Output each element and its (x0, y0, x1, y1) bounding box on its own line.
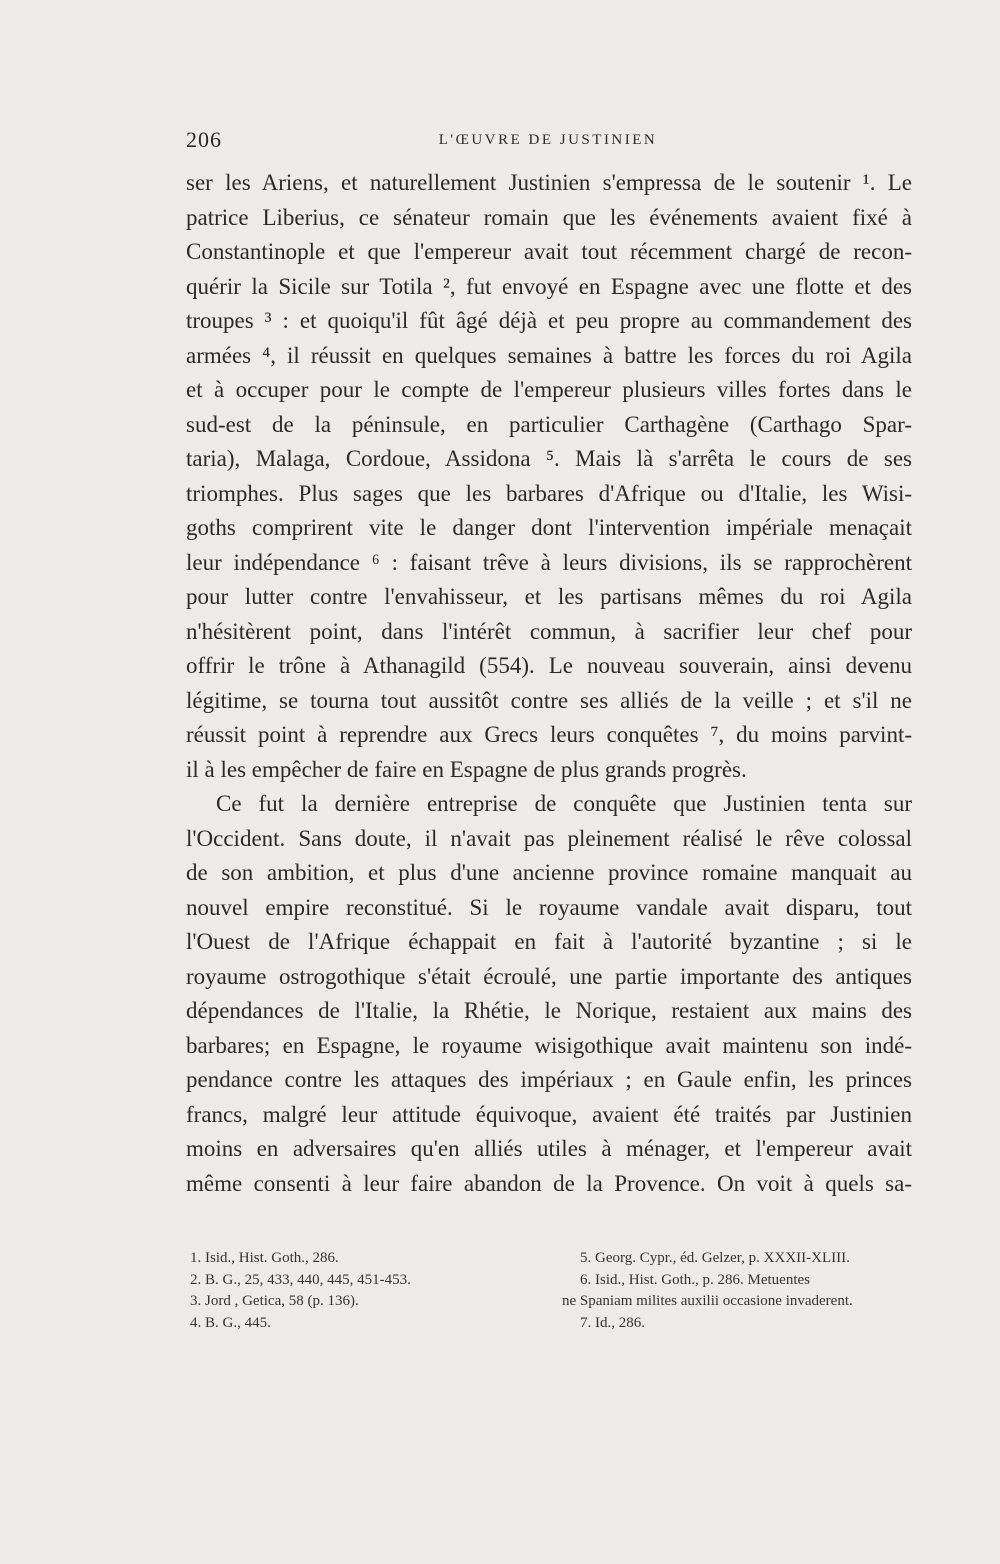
footnote: 7. Id., 286. (580, 1314, 645, 1331)
text-line: quérir la Sicile sur Totila ², fut envoyé en Espagne avec une flotte et des (186, 273, 912, 299)
text-line: armées ⁴, il réussit en quelques semaines à battre les forces du roi Agila (186, 342, 912, 368)
footnote: 6. Isid., Hist. Goth., p. 286. Metuentes (580, 1271, 810, 1288)
text-line: sud-est de la péninsule, en particulier Carthagène (Carthago Spar- (186, 411, 912, 437)
footnote: 4. B. G., 445. (190, 1314, 271, 1331)
text-line: pendance contre les attaques des impériaux ; en Gaule enfin, les princes (186, 1067, 912, 1092)
footnote: 3. Jord , Getica, 58 (p. 136). (190, 1293, 359, 1309)
text-line: offrir le trône à Athanagild (554). Le nouveau souverain, ainsi devenu (186, 653, 912, 678)
text-line: Ce fut la dernière entreprise de conquête que Justinien tenta sur (216, 791, 912, 816)
text-line: pour lutter contre l'envahisseur, et les partisans mêmes du roi Agila (186, 584, 912, 609)
text-line: Constantinople et que l'empereur avait tout récemment chargé de recon- (186, 239, 912, 264)
text-line: et à occuper pour le compte de l'empereur plusieurs villes fortes dans le (186, 377, 912, 402)
text-line: de son ambition, et plus d'une ancienne province romaine manquait au (186, 860, 912, 885)
footnote-continuation: ne Spaniam milites auxilii occasione invaderent. (562, 1293, 853, 1309)
text-line: réussit point à reprendre aux Grecs leurs conquêtes ⁷, du moins parvint- (186, 722, 912, 747)
text-line: l'Occident. Sans doute, il n'avait pas pleinement réalisé le rêve colossal (186, 825, 912, 851)
text-line: légitime, se tourna tout aussitôt contre ses alliés de la veille ; et s'il ne (186, 687, 912, 713)
text-line: francs, malgré leur attitude équivoque, avaient été traités par Justinien (186, 1101, 912, 1127)
text-line: ser les Ariens, et naturellement Justinien s'empressa de le soutenir ¹. Le (186, 170, 912, 195)
text-line: royaume ostrogothique s'était écroulé, une partie importante des antiques (186, 963, 912, 989)
text-line: moins en adversaires qu'en alliés utiles à ménager, et l'empereur avait (186, 1136, 912, 1161)
text-line: n'hésitèrent point, dans l'intérêt commun, à sacrifier leur chef pour (186, 618, 912, 644)
text-line: barbares; en Espagne, le royaume wisigothique avait maintenu son indé- (186, 1032, 912, 1058)
footnote: 5. Georg. Cypr., éd. Gelzer, p. XXXII-XLIII. (580, 1250, 850, 1266)
text-line: goths comprirent vite le danger dont l'intervention impériale menaçait (186, 515, 912, 540)
text-line: leur indépendance ⁶ : faisant trêve à leurs divisions, ils se rapprochèrent (186, 549, 912, 575)
page-header (186, 127, 910, 157)
footnote: 1. Isid., Hist. Goth., 286. (190, 1250, 339, 1266)
text-line: troupes ³ : et quoiqu'il fût âgé déjà et peu propre au commandement des (186, 308, 912, 333)
text-line: patrice Liberius, ce sénateur romain que les événements avaient fixé à (186, 204, 912, 230)
body-text (186, 166, 912, 1201)
running-title: L'ŒUVRE DE JUSTINIEN (438, 132, 658, 148)
text-line: l'Ouest de l'Afrique échappait en fait à l'autorité byzantine ; si le (186, 929, 912, 954)
footnote: 2. B. G., 25, 433, 440, 445, 451-453. (190, 1271, 411, 1288)
text-line: dépendances de l'Italie, la Rhétie, le Norique, restaient aux mains des (186, 998, 912, 1023)
text-line: même consenti à leur faire abandon de la Provence. On voit à quels sa- (186, 1170, 912, 1196)
text-line: nouvel empire reconstitué. Si le royaume vandale avait disparu, tout (186, 894, 912, 920)
footnotes-right-column (562, 1248, 912, 1334)
text-line: il à les empêcher de faire en Espagne de plus grands progrès. (186, 756, 747, 782)
footnotes-left-column (190, 1248, 530, 1334)
text-line: triomphes. Plus sages que les barbares d'Afrique ou d'Italie, les Wisi- (186, 480, 912, 506)
page-number: 206 (186, 127, 222, 152)
text-line: taria), Malaga, Cordoue, Assidona ⁵. Mais là s'arrêta le cours de ses (186, 446, 912, 471)
